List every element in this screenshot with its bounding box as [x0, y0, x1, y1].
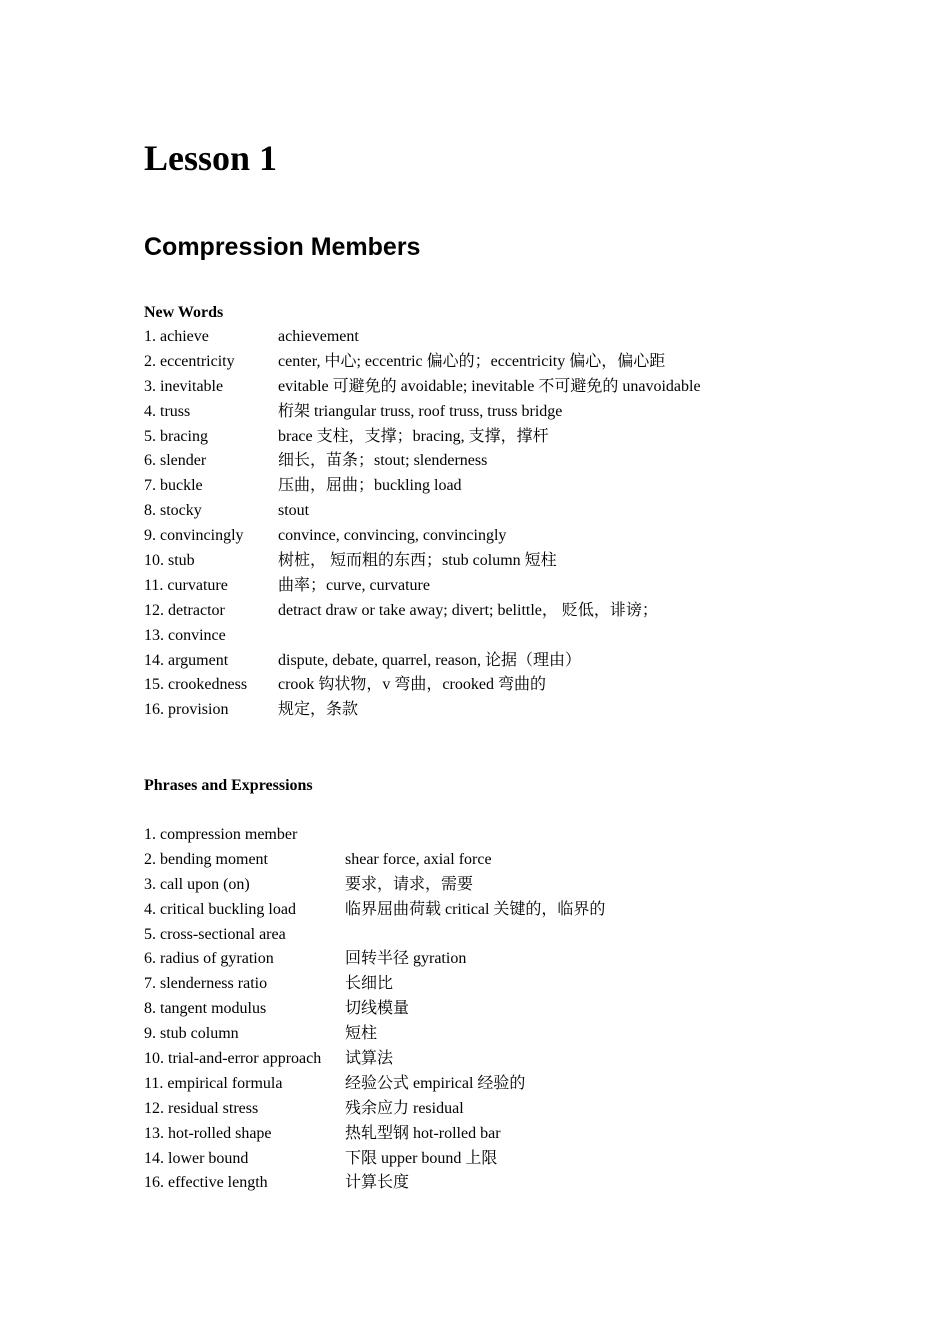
phrase-gloss: 要求，请求，需要 [345, 875, 474, 893]
phrase-term: 5. cross-sectional area [144, 925, 286, 943]
new-word-gloss: 细长，苗条；stout; slenderness [278, 452, 488, 470]
new-word-item [144, 499, 701, 524]
phrase-gloss: 切线模量 [345, 1000, 410, 1018]
new-word-gloss: 桁架 triangular truss, roof truss, truss bridge [278, 402, 563, 420]
new-word-gloss: 曲率；curve, curvature [278, 576, 430, 594]
phrase-term: 12. residual stress [144, 1099, 259, 1117]
phrase-term: 10. trial-and-error approach [144, 1050, 322, 1068]
phrase-gloss: 长细比 [345, 975, 394, 993]
new-word-gloss: stout [278, 502, 310, 520]
new-word-gloss: evitable 可避免的 avoidable; inevitable 不可避免的 unavoidable [278, 377, 701, 395]
new-words-list [144, 325, 701, 723]
phrase-gloss: 临界屈曲荷载 critical 关键的，临界的 [345, 900, 606, 918]
new-words-heading: New Words [144, 304, 224, 321]
new-word-gloss: dispute, debate, quarrel, reason, 论据（理由） [278, 651, 582, 669]
new-word-gloss: center, 中心; eccentric 偏心的；eccentricity 偏心，偏心距 [278, 352, 666, 370]
phrase-gloss: 试算法 [345, 1050, 394, 1068]
phrase-item [144, 848, 605, 873]
new-word-term: 3. inevitable [144, 377, 224, 395]
phrase-gloss: 热轧型钢 hot-rolled bar [345, 1124, 501, 1142]
phrase-item [144, 1072, 605, 1097]
phrases-list [144, 823, 605, 1196]
new-word-item [144, 425, 701, 450]
new-word-term: 2. eccentricity [144, 352, 235, 370]
new-word-item [144, 400, 701, 425]
phrase-gloss: 回转半径 gyration [345, 950, 467, 968]
phrase-term: 13. hot-rolled shape [144, 1124, 272, 1142]
phrase-term: 16. effective length [144, 1174, 268, 1192]
new-word-gloss: convince, convincing, convincingly [278, 527, 507, 545]
new-word-term: 6. slender [144, 452, 207, 470]
phrases-heading: Phrases and Expressions [144, 777, 313, 794]
new-word-item [144, 474, 701, 499]
new-word-term: 8. stocky [144, 502, 202, 520]
section-title: Compression Members [144, 233, 421, 261]
new-word-term: 9. convincingly [144, 527, 244, 545]
new-word-term: 16. provision [144, 701, 229, 719]
new-word-gloss: crook 钩状物，v 弯曲，crooked 弯曲的 [278, 676, 546, 694]
new-word-item [144, 449, 701, 474]
phrase-item [144, 1122, 605, 1147]
new-word-term: 1. achieve [144, 328, 209, 345]
new-word-gloss: 压曲，屈曲；buckling load [278, 477, 462, 495]
phrase-item [144, 873, 605, 898]
phrase-gloss: 短柱 [345, 1025, 378, 1043]
new-word-item [144, 574, 701, 599]
new-word-term: 5. bracing [144, 427, 208, 445]
new-word-gloss: achievement [278, 328, 359, 345]
phrase-item [144, 997, 605, 1022]
new-word-term: 14. argument [144, 651, 229, 669]
phrase-item [144, 1097, 605, 1122]
phrase-item [144, 972, 605, 997]
phrase-term: 6. radius of gyration [144, 950, 274, 968]
phrase-item [144, 1147, 605, 1172]
phrase-gloss: 计算长度 [345, 1174, 410, 1192]
phrase-gloss: 下限 upper bound 上限 [345, 1149, 498, 1167]
phrase-term: 7. slenderness ratio [144, 975, 268, 993]
new-word-item [144, 524, 701, 549]
new-word-item [144, 599, 701, 624]
new-word-term: 11. curvature [144, 576, 228, 594]
phrase-item [144, 1022, 605, 1047]
phrase-term: 9. stub column [144, 1025, 239, 1043]
phrase-item [144, 898, 605, 923]
lesson-title: Lesson 1 [144, 138, 278, 178]
new-word-item [144, 325, 701, 350]
new-word-term: 10. stub [144, 552, 195, 570]
phrase-item [144, 923, 605, 948]
new-word-gloss: brace 支柱，支撑；bracing, 支撑，撑杆 [278, 427, 549, 445]
new-word-item [144, 649, 701, 674]
new-word-item [144, 350, 701, 375]
new-word-term: 15. crookedness [144, 676, 248, 694]
phrase-item [144, 947, 605, 972]
phrase-term: 3. call upon (on) [144, 875, 250, 893]
new-word-item [144, 375, 701, 400]
new-word-term: 4. truss [144, 402, 191, 420]
phrase-item [144, 1171, 605, 1196]
new-word-term: 7. buckle [144, 477, 203, 495]
phrase-item [144, 823, 605, 848]
new-word-gloss: 规定，条款 [278, 701, 359, 719]
phrase-item [144, 1047, 605, 1072]
phrase-term: 14. lower bound [144, 1149, 249, 1167]
new-word-term: 13. convince [144, 626, 226, 644]
phrase-term: 11. empirical formula [144, 1074, 283, 1092]
new-word-gloss: 树桩， 短而粗的东西；stub column 短柱 [278, 552, 557, 570]
phrase-gloss: shear force, axial force [345, 850, 492, 868]
phrase-term: 4. critical buckling load [144, 900, 296, 918]
phrase-gloss: 残余应力 residual [345, 1099, 464, 1117]
new-word-item [144, 549, 701, 574]
phrase-term: 1. compression member [144, 826, 298, 843]
new-word-term: 12. detractor [144, 601, 225, 619]
phrase-gloss: 经验公式 empirical 经验的 [345, 1074, 526, 1092]
new-word-gloss: detract draw or take away; divert; belittle， 贬低，诽谤； [278, 601, 658, 619]
new-word-item [144, 624, 701, 649]
phrase-term: 2. bending moment [144, 850, 268, 868]
new-word-item [144, 698, 701, 723]
phrase-term: 8. tangent modulus [144, 1000, 267, 1018]
new-word-item [144, 673, 701, 698]
